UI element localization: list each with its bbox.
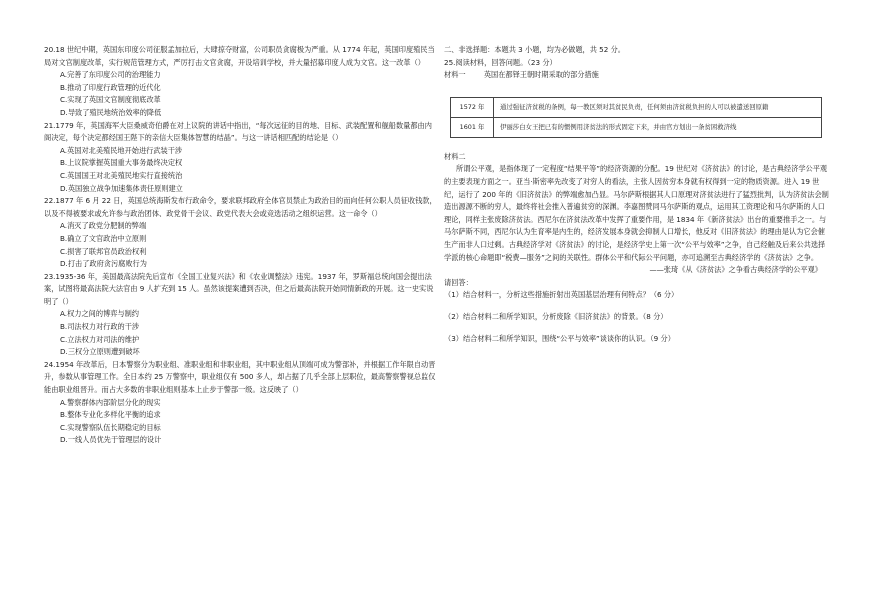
option-b: B.整体专业化多样化平衡的追求 bbox=[60, 410, 161, 420]
material2-source: ——张琦《从《济贫法》之争看古典经济学的公平观》 bbox=[649, 265, 822, 275]
material1-table bbox=[450, 97, 822, 138]
option-a: A.消灭了政党分肥制的弊端 bbox=[60, 221, 147, 231]
sub-question-2: （2）结合材料二和所学知识，分析废除《旧济贫法》的背景。（8 分） bbox=[444, 311, 668, 321]
table-cell-text: 伊丽莎白女王把已有的惯例用济贫法的形式固定下来，并由官方划出一条贫困救济线 bbox=[494, 117, 822, 137]
option-d: D.一线人员优先于管理层的设计 bbox=[60, 435, 162, 445]
question-stem: 20.18 世纪中期，英国东印度公司征服孟加拉后，大肆掠夺财富，公司职员贪腐极为严重。从 1774 年起，英国印度殖民当局对文官制度改革，实行规范管理方式，严厉打击文官贪腐，开设培训学校，并大量招募印度人成为文官。这一改革（） bbox=[44, 45, 435, 67]
sub-question-3: （3）结合材料二和所学知识，围绕“公平与效率”谈谈你的认识。（9 分） bbox=[444, 333, 675, 343]
question-20 bbox=[44, 44, 438, 120]
option-c: C.英国国王对北美殖民地实行直接统治 bbox=[60, 170, 183, 180]
table-row bbox=[451, 97, 822, 117]
option-c: C.立法权力对司法的维护 bbox=[60, 334, 140, 344]
question-23 bbox=[44, 271, 438, 359]
table-row bbox=[451, 117, 822, 137]
question-stem: 23.1935-36 年，美国最高法院先后宣布《全国工业复兴法》和《农业调整法》违宪。1937 年，罗斯福总统向国会提出法案，试图将最高法院大法官由 9 人扩充到 15 人。虽然该提案遭到否决，但之后最高法院开始同情新政的开展。这一史实说明了（） bbox=[44, 271, 434, 306]
question-22 bbox=[44, 195, 438, 271]
option-d: D.英国独立战争加速集体责任原则建立 bbox=[60, 183, 183, 193]
option-b: B.推动了印度行政管理的近代化 bbox=[60, 82, 161, 92]
option-a: A.权力之间的博弈与制约 bbox=[60, 309, 139, 319]
material1-label: 材料一 bbox=[444, 70, 466, 80]
option-c: C.实现警察队伍长期稳定的目标 bbox=[60, 422, 161, 432]
option-b: B.确立了文官政治中立原则 bbox=[60, 233, 147, 243]
question-stem: 21.1779 年，英国海军大臣桑威奇伯爵在对上议院的讲话中指出，“每次远征的目的地、目标、武装配置和舰船数量都由内阁决定，每个决定都经国王陛下的亲信大臣集体智慧的结晶”。与这一讲话相匹配的结论是（） bbox=[44, 120, 432, 143]
section-header: 二、非选择题：本题共 3 小题，均为必做题，共 52 分。 bbox=[444, 45, 625, 54]
ask-label: 请回答： bbox=[444, 277, 473, 287]
option-d: D.打击了政府贪污腐败行为 bbox=[60, 259, 147, 269]
question-stem: 24.1954 年改革后，日本警察分为职业组、准职业组和非职业组，其中职业组从顶端可成为警部补，并根据工作年限自动晋升，参数从事管理工作。全日本约 25 万警察中，职业组仅有 500 多人，却占据了几乎全部上层职位，最高警察警视总监仅能由职业组晋升。而占大多数的非职业组则基本上止步于警部一级。这反映了（） bbox=[44, 359, 436, 395]
question-21 bbox=[44, 120, 438, 196]
option-c: C.实现了英国文官制度彻底改革 bbox=[60, 95, 161, 105]
option-a: A.英国对北美殖民地开始进行武装干涉 bbox=[60, 145, 183, 155]
left-column bbox=[44, 44, 438, 447]
question-24 bbox=[44, 359, 438, 447]
option-a: A.警察群体内部阶层分化的现实 bbox=[60, 397, 161, 407]
option-d: D.导致了殖民地统治效率的降低 bbox=[60, 107, 162, 117]
material1-heading bbox=[444, 69, 830, 82]
option-a: A.完善了东印度公司的治理能力 bbox=[60, 70, 161, 80]
material1-title: 英国在都铎王朝时期采取的部分措施 bbox=[483, 70, 599, 80]
question-stem: 22.1877 年 6 月 22 日，英国总统海斯发布行政命令，要求联邦政府全体官员禁止为政治目的而向任何公职人员征收钱款，以及不得被要求或允许参与政治团体、政党骨干会议、政党代表大会或竞选活动之组织运营。这一命令（） bbox=[44, 196, 437, 218]
question-25-intro: 25.阅读材料，回答问题。（23 分） bbox=[444, 57, 557, 67]
table-cell-text: 通过强征济贫税的条例，每一教区须对其贫民负责，任何须由济贫税负担的人可以被遣送回原籍 bbox=[494, 97, 822, 117]
option-b: B.司法权力对行政的干涉 bbox=[60, 322, 140, 332]
option-b: B.上议院掌握英国重大事务最终决定权 bbox=[60, 158, 183, 168]
material2-body: 所谓公平观，是指体现了一定程度“结果平等”的经济资源的分配。19 世纪对《济贫法》的讨论，是古典经济学公平观的主要表现方面之一。亚当·斯密率先改变了对穷人的看法，主张人因贫穷本身就有权得到一定的物质资源。进入 19 世纪，运行了 200 年的《旧济贫法》的弊端愈加凸显。马尔萨斯根据其人口原理对济贫法进行了猛烈批判，认为济贫法会制造出源源不断的穷人，最终将社会推入普遍贫穷的深渊。李嘉图赞同马尔萨斯的观点，运用其工资理论和马尔萨斯的人口理论，同样主张废除济贫法。西尼尔在济贫法改革中发挥了重要作用，是 1834 年《新济贫法》出台的重要推手之一。与马尔萨斯不同，西尼尔认为生育率是内生的，经济发展本身就会抑制人口增长，他反对《旧济贫法》的理由是认为它会催生产而非人口过剩。古典经济学对《济贫法》的讨论，是经济学史上第一次“公平与效率”之争，自己经触及后来公共选择学派的核心命题即“税费—服务”之间的关联性。群体公平和代际公平问题，亦可追溯至古典经济学的《济贫法》之争。 bbox=[444, 164, 829, 262]
sub-question-1: （1）结合材料一，分析这些措施折射出英国基层治理有何特点？（6 分） bbox=[444, 290, 679, 300]
option-c: C.损害了联邦官员政治权利 bbox=[60, 246, 147, 256]
right-column bbox=[444, 44, 830, 345]
option-d: D.三权分立原则遭到破坏 bbox=[60, 347, 140, 357]
table-cell-year: 1572 年 bbox=[451, 97, 494, 117]
table-cell-year: 1601 年 bbox=[451, 117, 494, 137]
material2-label: 材料二 bbox=[444, 151, 466, 161]
